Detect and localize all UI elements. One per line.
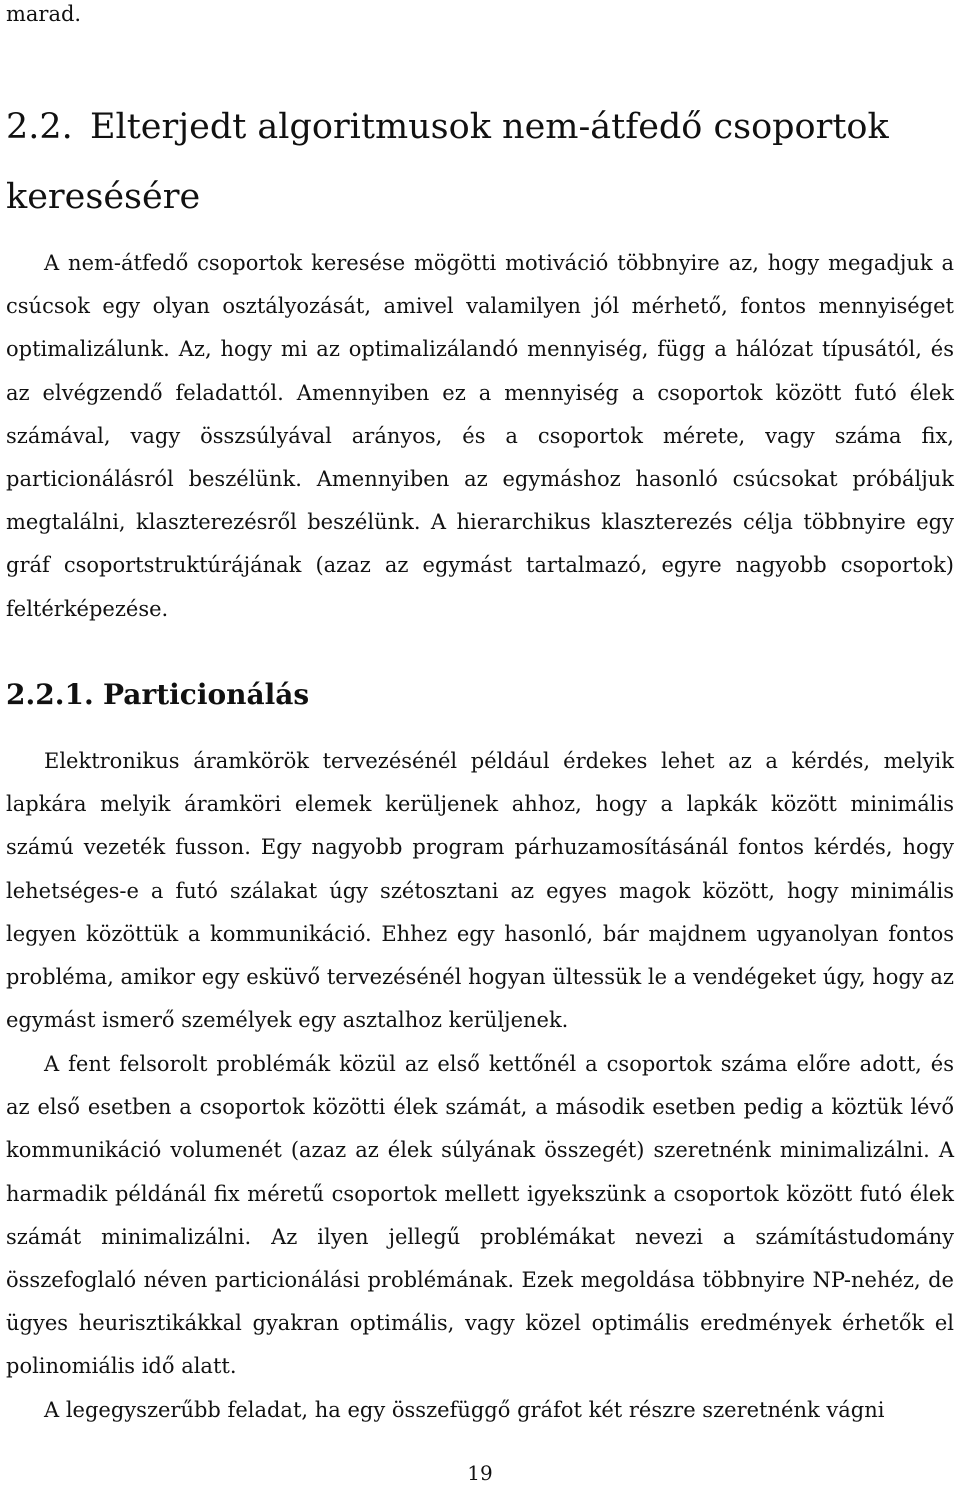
paragraph-examples: Elektronikus áramkörök tervezésénél például érdekes lehet az a kérdés, melyik lapkára melyik áramköri elemek kerüljenek ahhoz, hogy a lapkák között minimális számú vezeték fusson. Egy nagyobb program párhuzamosításánál fontos kérdés, hogy lehetséges-e a futó szálakat úgy szétosztani az egyes magok között, hogy minimális legyen közöttük a kommunikáció. Ehhez egy hasonló, bár majdnem ugyanolyan fontos probléma, amikor egy esküvő tervezésénél hogyan ültessük le a vendégeket úgy, hogy az egymást ismerő személyek egy asztalhoz kerüljenek. bbox=[6, 749, 954, 1033]
carry-over-text: marad. bbox=[6, 2, 82, 26]
section-title: Elterjedt algoritmusok nem-átfedő csoportok keresésére bbox=[6, 107, 889, 217]
subsection-number: 2.2.1. bbox=[6, 678, 94, 711]
paragraph-motivation: A nem-átfedő csoportok keresése mögötti motiváció többnyire az, hogy megadjuk a csúcsok egy olyan osztályozását, amivel valamilyen jól mérhető, fontos mennyiséget optimalizálunk. Az, hogy mi az optimalizálandó mennyiség, függ a hálózat típusától, és az elvégzendő feladattól. Amennyiben ez a mennyiség a csoportok között futó élek számával, vagy összsúlyával arányos, és a csoportok mérete, vagy száma fix, particionálásról beszélünk. Amennyiben az egymáshoz hasonló csúcsokat próbáljuk megtalálni, klaszterezésről beszélünk. A hierarchikus klaszterezés célja többnyire egy gráf csoportstruktúrájának (azaz az egymást tartalmazó, egyre nagyobb csoportok) feltérképezése. bbox=[6, 251, 954, 621]
paragraph-simplest-task: A legegyszerűbb feladat, ha egy összefüggő gráfot két részre szeretnénk vágni bbox=[44, 1398, 885, 1422]
section-number: 2.2. bbox=[6, 107, 73, 147]
subsection-heading bbox=[6, 673, 309, 717]
paragraph-partitioning-problem: A fent felsorolt problémák közül az első kettőnél a csoportok száma előre adott, és az első esetben a csoportok közötti élek számát, a második esetben pedig a köztük lévő kommunikáció volumenét (azaz az élek súlyának összegét) szeretnénk minimalizálni. A harmadik példánál fix méretű csoportok mellett igyekszünk a csoportok között futó élek számát minimalizálni. Az ilyen jellegű problémákat nevezi a számítástudomány összefoglaló néven particionálási problémának. Ezek megoldása többnyire NP-nehéz, de ügyes heurisztikákkal gyakran optimális, vagy közel optimális eredmények érhetők el polinomiális idő alatt. bbox=[6, 1052, 954, 1379]
section-heading bbox=[6, 92, 956, 232]
subsection-title: Particionálás bbox=[103, 678, 310, 711]
page-number: 19 bbox=[467, 1461, 493, 1485]
